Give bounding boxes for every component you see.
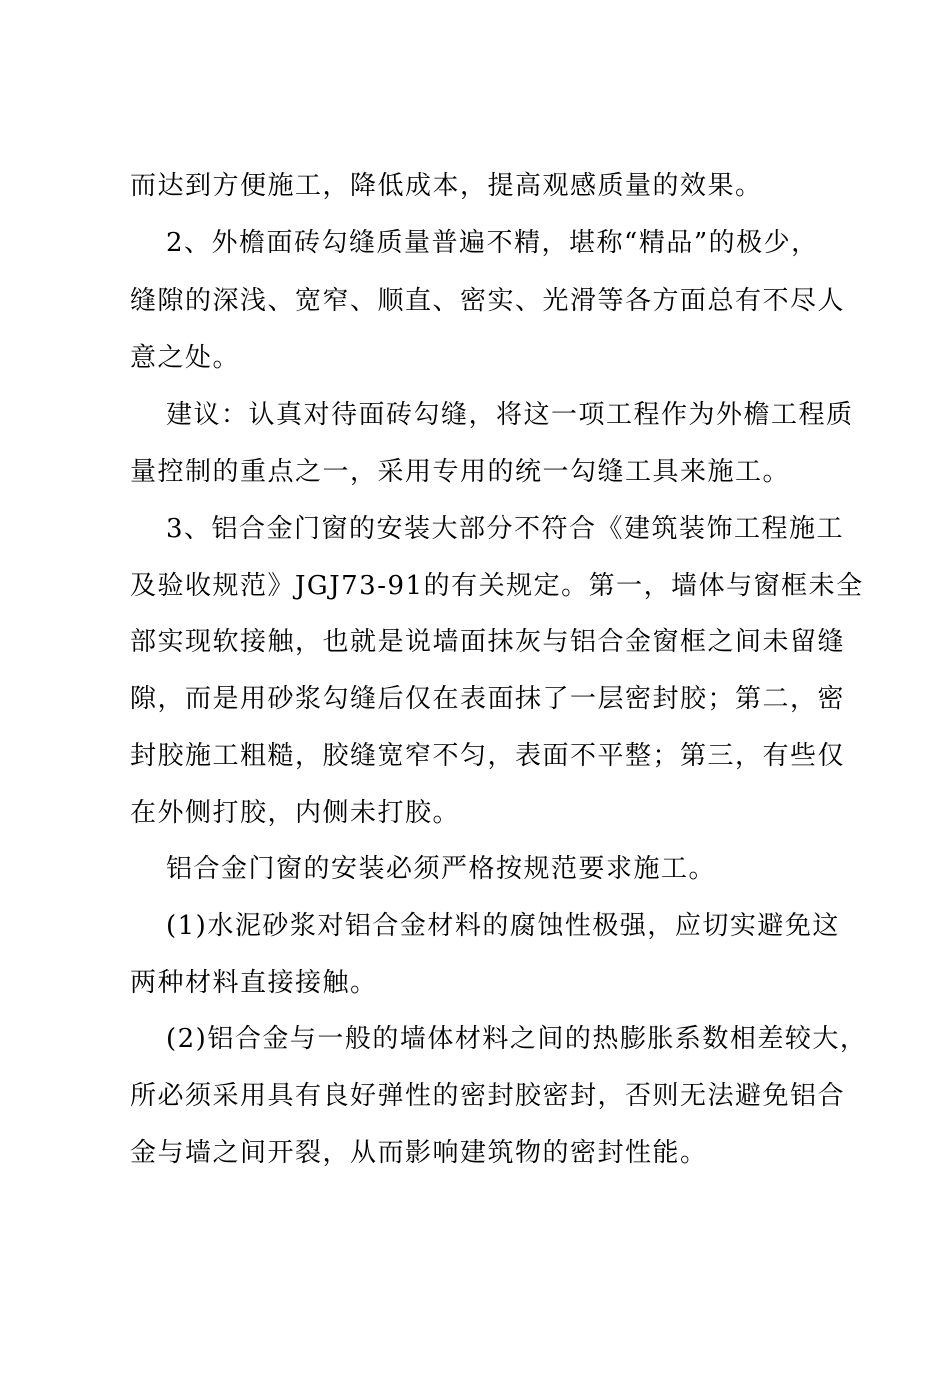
text-line: (2)铝合金与一般的墙体材料之间的热膨胀系数相差较大， (166, 1024, 868, 1054)
text-line: 金与墙之间开裂，从而影响建筑物的密封性能。 (130, 1138, 708, 1168)
text-line: 量控制的重点之一，采用专用的统一勾缝工具来施工。 (130, 457, 791, 487)
text-line: 在外侧打胶，内侧未打胶。 (130, 798, 461, 828)
text-line: 缝隙的深浅、宽窄、顺直、密实、光滑等各方面总有不尽人 (130, 286, 846, 316)
text-line: 3、铝合金门窗的安装大部分不符合《建筑装饰工程施工 (166, 514, 845, 544)
text-line: 封胶施工粗糙，胶缝宽窄不匀，表面不平整；第三，有些仅 (130, 741, 846, 771)
text-line: 部实现软接触，也就是说墙面抹灰与铝合金窗框之间未留缝 (130, 627, 846, 657)
text-line: 2、外檐面砖勾缝质量普遍不精，堪称“精品”的极少， (166, 228, 819, 258)
text-line: 及验收规范》JGJ73-91的有关规定。第一，墙体与窗框未全 (130, 571, 864, 601)
text-line: 意之处。 (130, 343, 241, 373)
text-line: 所必须采用具有良好弹性的密封胶密封，否则无法避免铝合 (130, 1081, 846, 1111)
text-line: (1)水泥砂浆对铝合金材料的腐蚀性极强，应切实避免这 (166, 911, 840, 941)
text-line: 两种材料直接接触。 (130, 968, 378, 998)
text-line: 建议：认真对待面砖勾缝，将这一项工程作为外檐工程质 (166, 400, 854, 430)
text-line: 铝合金门窗的安装必须严格按规范要求施工。 (166, 854, 717, 884)
text-line: 隙，而是用砂浆勾缝后仅在表面抹了一层密封胶；第二，密 (130, 684, 846, 714)
text-line: 而达到方便施工，降低成本，提高观感质量的效果。 (130, 171, 763, 201)
